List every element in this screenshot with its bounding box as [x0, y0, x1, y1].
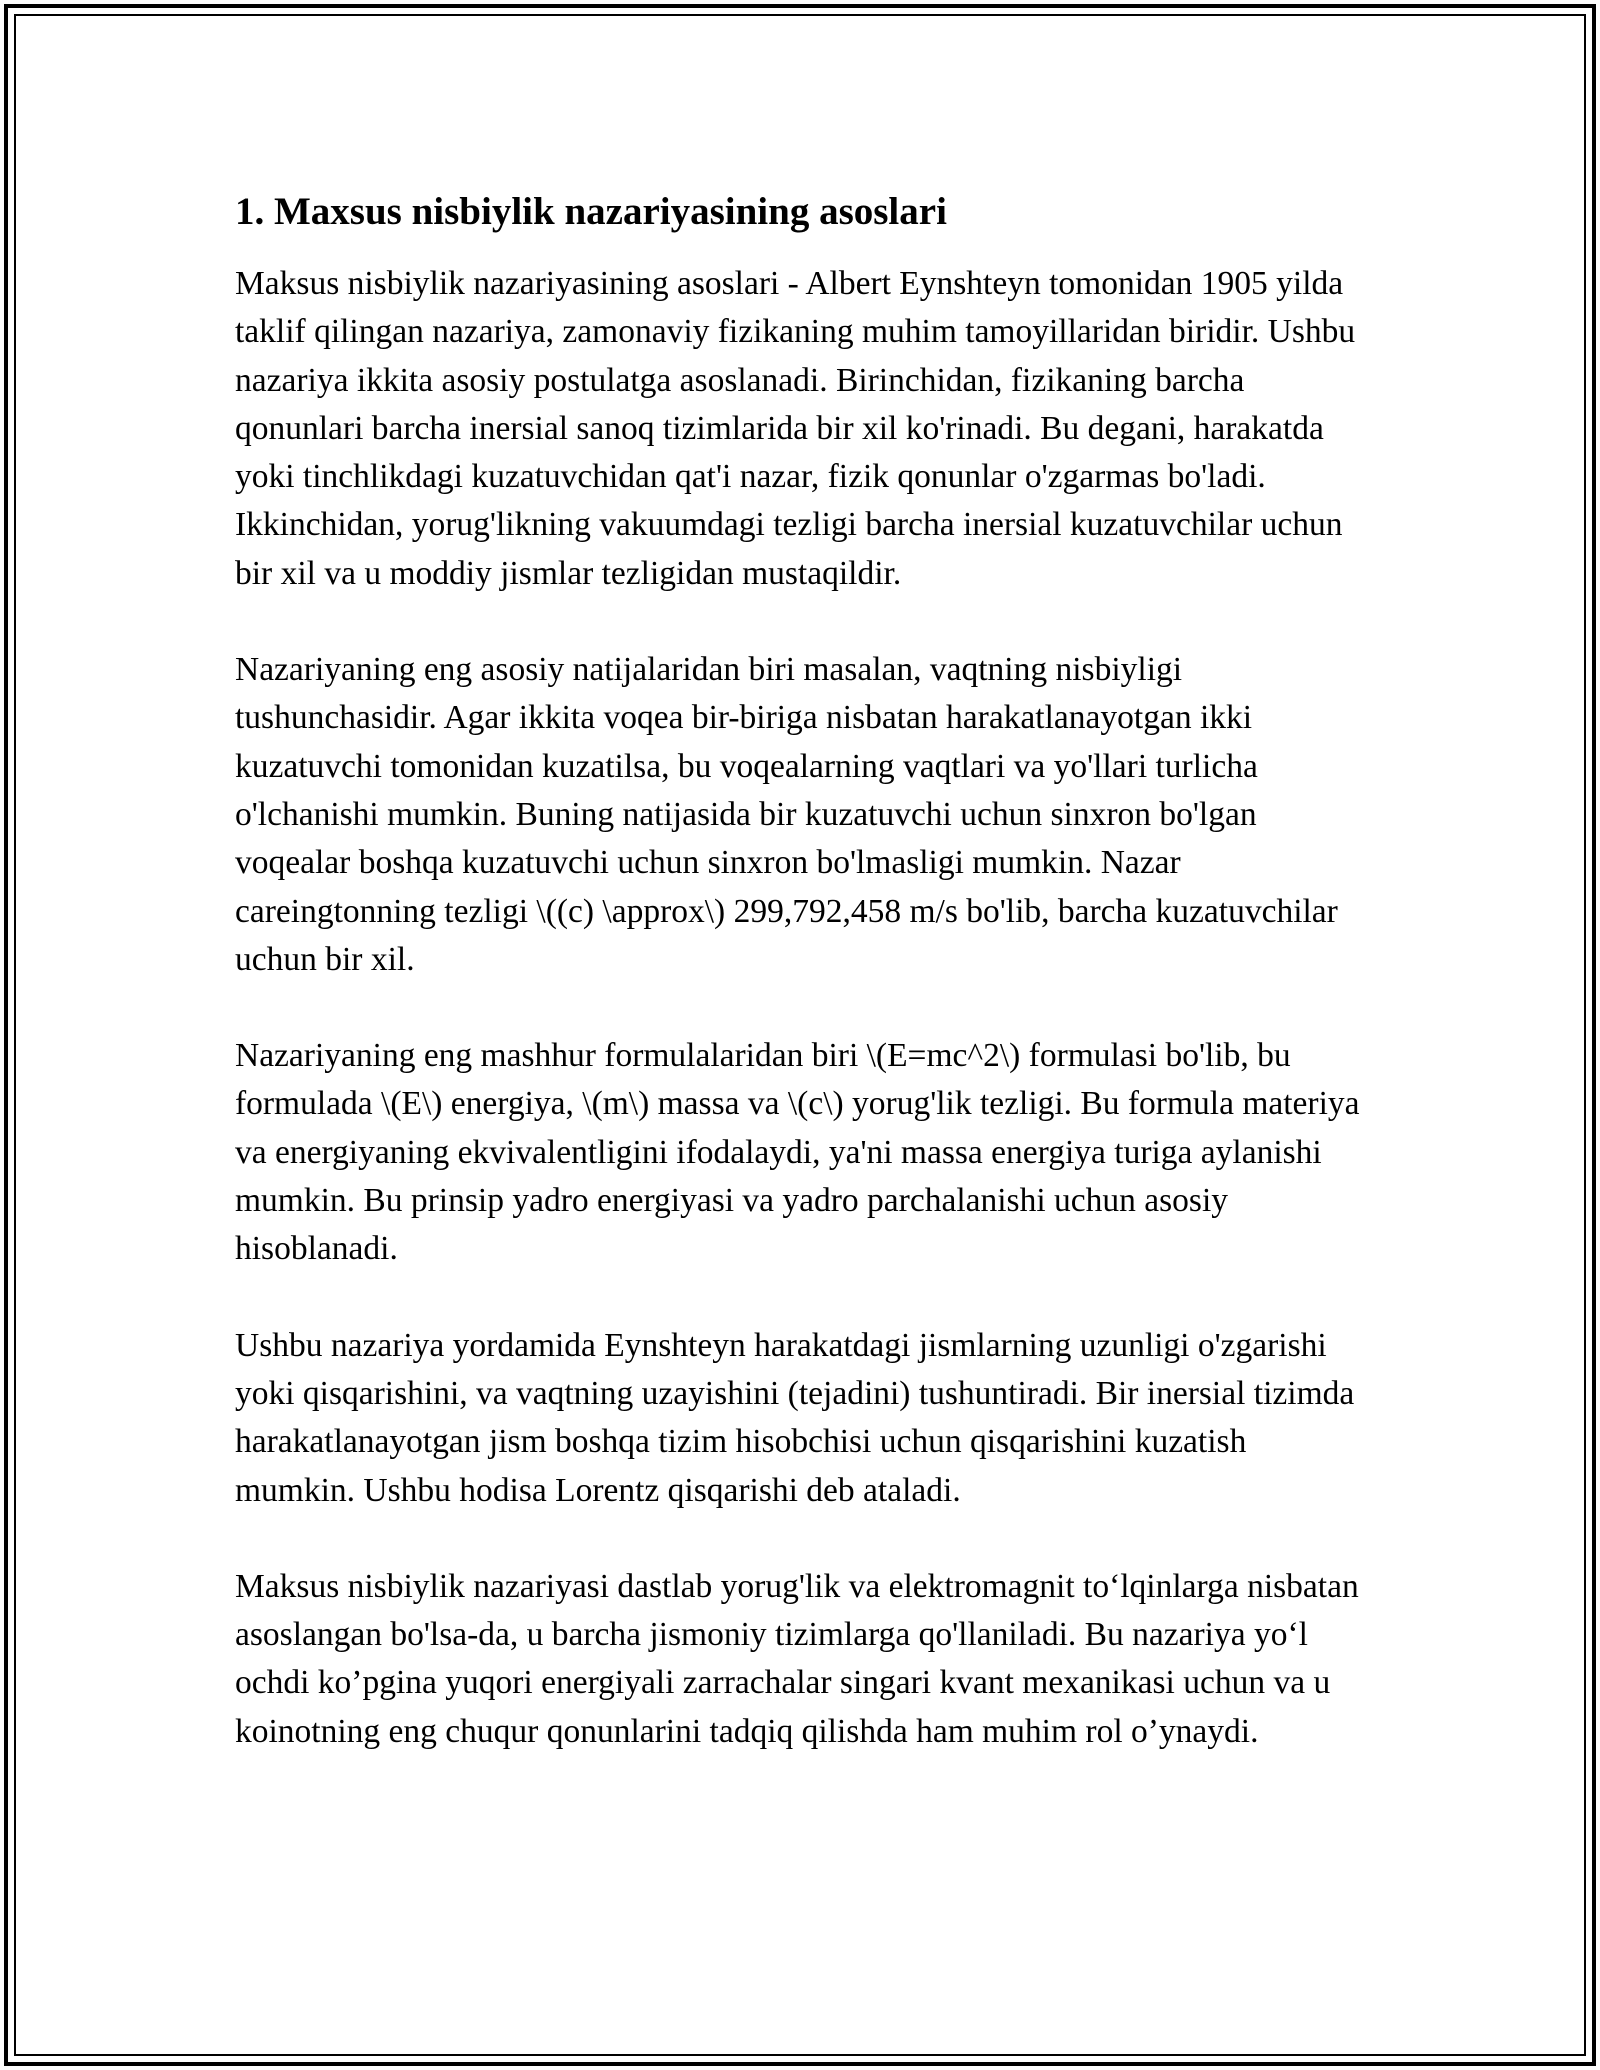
section-title: 1. Maxsus nisbiylik nazariyasining asoslari	[235, 190, 947, 233]
paragraph-4: Ushbu nazariya yordamida Eynshteyn harakatdagi jismlarning uzunligi o'zgarishi yoki qisqarishini, va vaqtning uzayishini (tejadini) tushuntiradi. Bir inersial tizimda harakatlanayotgan jism boshqa tizim hisobchisi uchun qisqarishini kuzatish mumkin. Ushbu hodisa Lorentz qisqarishi deb ataladi.	[235, 1326, 1355, 1509]
paragraph-3: Nazariyaning eng mashhur formulalaridan biri \(E=mc^2\) formulasi bo'lib, bu formulada \(E\) energiya, \(m\) massa va \(c\) yorug'lik tezligi. Bu formula materiya va energiyaning ekvivalentligini ifodalaydi, ya'ni massa energiya turiga aylanishi mumkin. Bu prinsip yadro energiyasi va yadro parchalanishi uchun asosiy hisoblanadi.	[235, 1037, 1360, 1268]
paragraph-1: Maksus nisbiylik nazariyasining asoslari - Albert Eynshteyn tomonidan 1905 yilda taklif qilingan nazariya, zamonaviy fizikaning muhim tamoyillaridan biridir. Ushbu nazariya ikkita asosiy postulatga asoslanadi. Birinchidan, fizikaning barcha qonunlari barcha inersial sanoq tizimlarida bir xil ko'rinadi. Bu degani, harakatda yoki tinchlikdagi kuzatuvchidan qat'i nazar, fizik qonunlar o'zgarmas bo'ladi. Ikkinchidan, yorug'likning vakuumdagi tezligi barcha inersial kuzatuvchilar uchun bir xil va u moddiy jismlar tezligidan mustaqildir.	[235, 265, 1356, 592]
document-body	[235, 186, 1360, 1804]
paragraph-5: Maksus nisbiylik nazariyasi dastlab yorug'lik va elektromagnit to‘lqinlarga nisbatan asoslangan bo'lsa-da, u barcha jismoniy tizimlarga qo'llaniladi. Bu nazariya yo‘l ochdi ko’pgina yuqori energiyali zarrachalar singari kvant mexanikasi uchun va u koinotning eng chuqur qonunlarini tadqiq qilishda ham muhim rol o’ynaydi.	[235, 1567, 1359, 1750]
paragraph-2: Nazariyaning eng asosiy natijalaridan biri masalan, vaqtning nisbiyligi tushunchasidir. Agar ikkita voqea bir-biriga nisbatan harakatlanayotgan ikki kuzatuvchi tomonidan kuzatilsa, bu voqealarning vaqtlari va yo'llari turlicha o'lchanishi mumkin. Buning natijasida bir kuzatuvchi uchun sinxron bo'lgan voqealar boshqa kuzatuvchi uchun sinxron bo'lmasligi mumkin. Nazar careingtonning tezligi \((c) \approx\) 299,792,458 m/s bo'lib, barcha kuzatuvchilar uchun bir xil.	[235, 651, 1338, 978]
